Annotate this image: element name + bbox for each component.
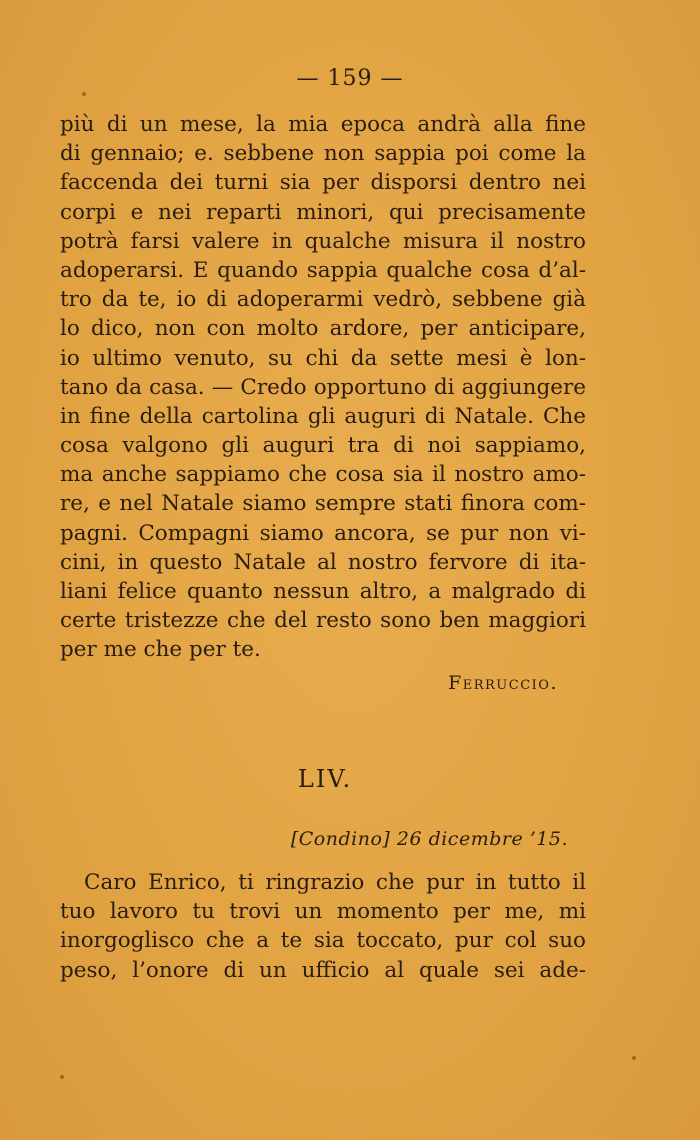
text-line: ma anche sappiamo che cosa sia il nostro amo- bbox=[60, 462, 586, 488]
text-line: io ultimo venuto, su chi da sette mesi è lon- bbox=[60, 345, 586, 371]
chapter-number: LIV. bbox=[297, 765, 353, 793]
text-line: inorgoglisco che a te sia toccato, pur col suo bbox=[60, 928, 586, 954]
text-line: di gennaio; e. sebbene non sappia poi come la bbox=[60, 141, 586, 167]
letter-body bbox=[60, 110, 586, 665]
text-line: lo dico, non con molto ardore, per anticipare, bbox=[60, 316, 586, 342]
text-line: cosa valgono gli auguri tra di noi sappiamo, bbox=[60, 433, 586, 459]
signature: Ferruccio. bbox=[448, 672, 558, 694]
text-line: più di un mese, la mia epoca andrà alla fine bbox=[60, 112, 586, 137]
text-line: re, e nel Natale siamo sempre stati finora com- bbox=[60, 491, 586, 517]
text-line: tano da casa. — Credo opportuno di aggiungere bbox=[60, 374, 586, 400]
text-line: in fine della cartolina gli auguri di Natale. Che bbox=[60, 403, 586, 429]
text-line: faccenda dei turni sia per disporsi dentro nei bbox=[60, 170, 586, 196]
text-line: corpi e nei reparti minori, qui precisamente bbox=[60, 199, 586, 225]
text-line: tuo lavoro tu trovi un momento per me, mi bbox=[60, 899, 586, 925]
letter-body bbox=[60, 868, 586, 985]
text-line: per me che per te. bbox=[60, 637, 261, 663]
text-line: liani felice quanto nessun altro, a malgrado di bbox=[60, 579, 586, 604]
paper-speck bbox=[60, 1075, 64, 1079]
text-line: pagni. Compagni siamo ancora, se pur non vi- bbox=[60, 520, 586, 546]
paper-speck bbox=[632, 1056, 636, 1060]
text-line: cini, in questo Natale al nostro fervore di ita- bbox=[60, 549, 586, 575]
text-line: Caro Enrico, ti ringrazio che pur in tutto il bbox=[84, 870, 586, 895]
paper-speck bbox=[82, 92, 86, 96]
text-line: tro da te, io di adoperarmi vedrò, sebbene già bbox=[60, 287, 586, 313]
text-line: peso, l’onore di un ufficio al quale sei ade- bbox=[60, 957, 586, 983]
text-line: certe tristezze che del resto sono ben maggiori bbox=[60, 608, 586, 634]
dateline: [Condino] 26 dicembre ’15. bbox=[290, 828, 568, 850]
text-line: adoperarsi. E quando sappia qualche cosa d’al- bbox=[60, 257, 586, 283]
page-number: — 159 — bbox=[296, 66, 404, 91]
text-line: potrà farsi valere in qualche misura il nostro bbox=[60, 228, 586, 254]
